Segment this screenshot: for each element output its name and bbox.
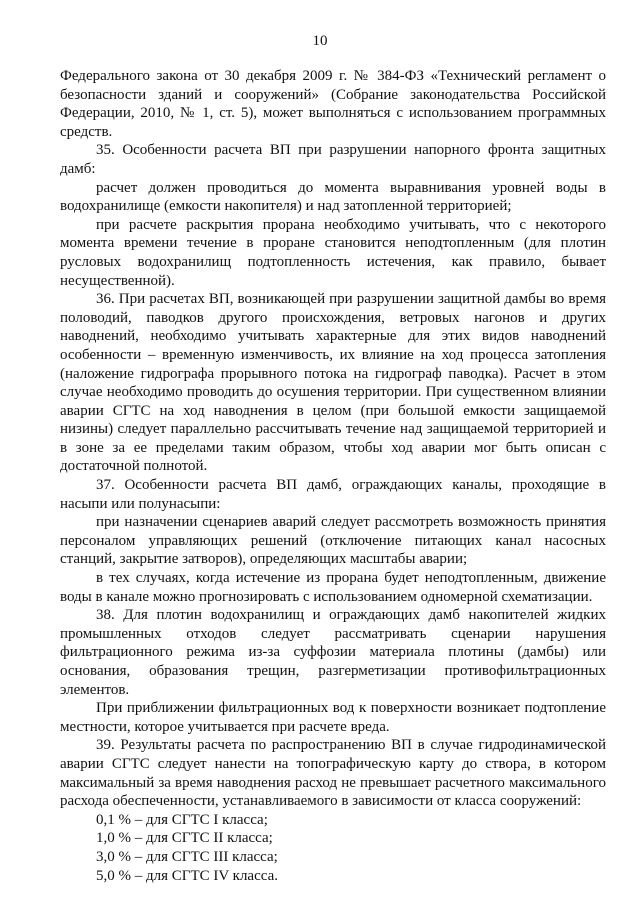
paragraph-section-39: 39. Результаты расчета по распространению ВП в случае гидродинамической аварии СГТС следует нанести на топографическую карту до створа, в котором максимальный за время наводнения расход не превышает расчетного максимального расхода обеспеченности, устанавливаемого в зависимости от класса сооружений: — [60, 737, 606, 810]
paragraph-section-38: 38. Для плотин водохранилищ и ограждающих дамб накопителей жидких промышленных отходов следует рассматривать сценарии нарушения фильтрационного режима из-за суффозии материала плотины (дамбы) или основания, образования трещин, разгерметизации противофильтрационных элементов. — [60, 607, 606, 698]
paragraph-section-37: 37. Особенности расчета ВП дамб, ограждающих каналы, проходящие в насыпи или полунасыпи: — [60, 477, 606, 512]
list-item-class-4: 5,0 % – для СГТС IV класса. — [96, 867, 278, 884]
page-number: 10 — [312, 33, 328, 49]
list-item-class-2: 1,0 % – для СГТС II класса; — [96, 830, 273, 847]
paragraph-section-36: 36. При расчетах ВП, возникающей при разрушении защитной дамбы во время половодий, паводков другого происхождения, ветровых нагонов и других наводнений, необходимо учитывать характерные для этих видов наводнений особенности – временную изменчивость, их влияние на ход процесса затопления (наложение гидрографа прорывного потока на гидрограф паводка). Расчет в этом случае необходимо проводить до осушения территории. При существенном влиянии аварии СГТС на ход наводнения в целом (при большой емкости защищаемой низины) следует параллельно рассчитывать течение над защищаемой территорией и в зоне за ее пределами таким образом, чтобы ход аварии мог быть описан с достаточной полнотой. — [60, 291, 606, 475]
list-item-class-3: 3,0 % – для СГТС III класса; — [96, 848, 278, 865]
paragraph-38-filtration-waters: При приближении фильтрационных вод к поверхности возникает подтопление местности, которое учитывается при расчете вреда. — [60, 700, 606, 735]
document-body — [60, 67, 606, 885]
paragraph-37-unsubmerged-flow: в тех случаях, когда истечение из прорана будет неподтопленным, движение воды в канале можно прогнозировать с использованием одномерной схематизации. — [60, 570, 606, 605]
class-probability-list — [60, 811, 606, 885]
paragraph-35-calculation-until-leveling: расчет должен проводиться до момента выравнивания уровней воды в водохранилище (емкости накопителя) и над затопленной территорией; — [60, 179, 606, 215]
paragraph-35-breach-opening: при расчете раскрытия прорана необходимо учитывать, что с некоторого момента времени течение в проране становится неподтопленным (для плотин русловых водохранилищ подтопленность истечения, как правило, бывает несущественной). — [60, 216, 606, 289]
list-item-class-1: 0,1 % – для СГТС I класса; — [96, 811, 268, 828]
paragraph-section-35: 35. Особенности расчета ВП при разрушении напорного фронта защитных дамб: — [60, 142, 606, 177]
paragraph-continuation-384fz: Федерального закона от 30 декабря 2009 г. № 384-ФЗ «Технический регламент о безопасности зданий и сооружений» (Собрание законодательства Российской Федерации, 2010, № 1, ст. 5), может выполняться с использованием программных средств. — [60, 68, 606, 140]
paragraph-37-scenarios: при назначении сценариев аварий следует рассмотреть возможность принятия персоналом управляющих решений (отключение питающих канал насосных станций, закрытие затворов), определяющих масштабы аварии; — [60, 514, 606, 568]
